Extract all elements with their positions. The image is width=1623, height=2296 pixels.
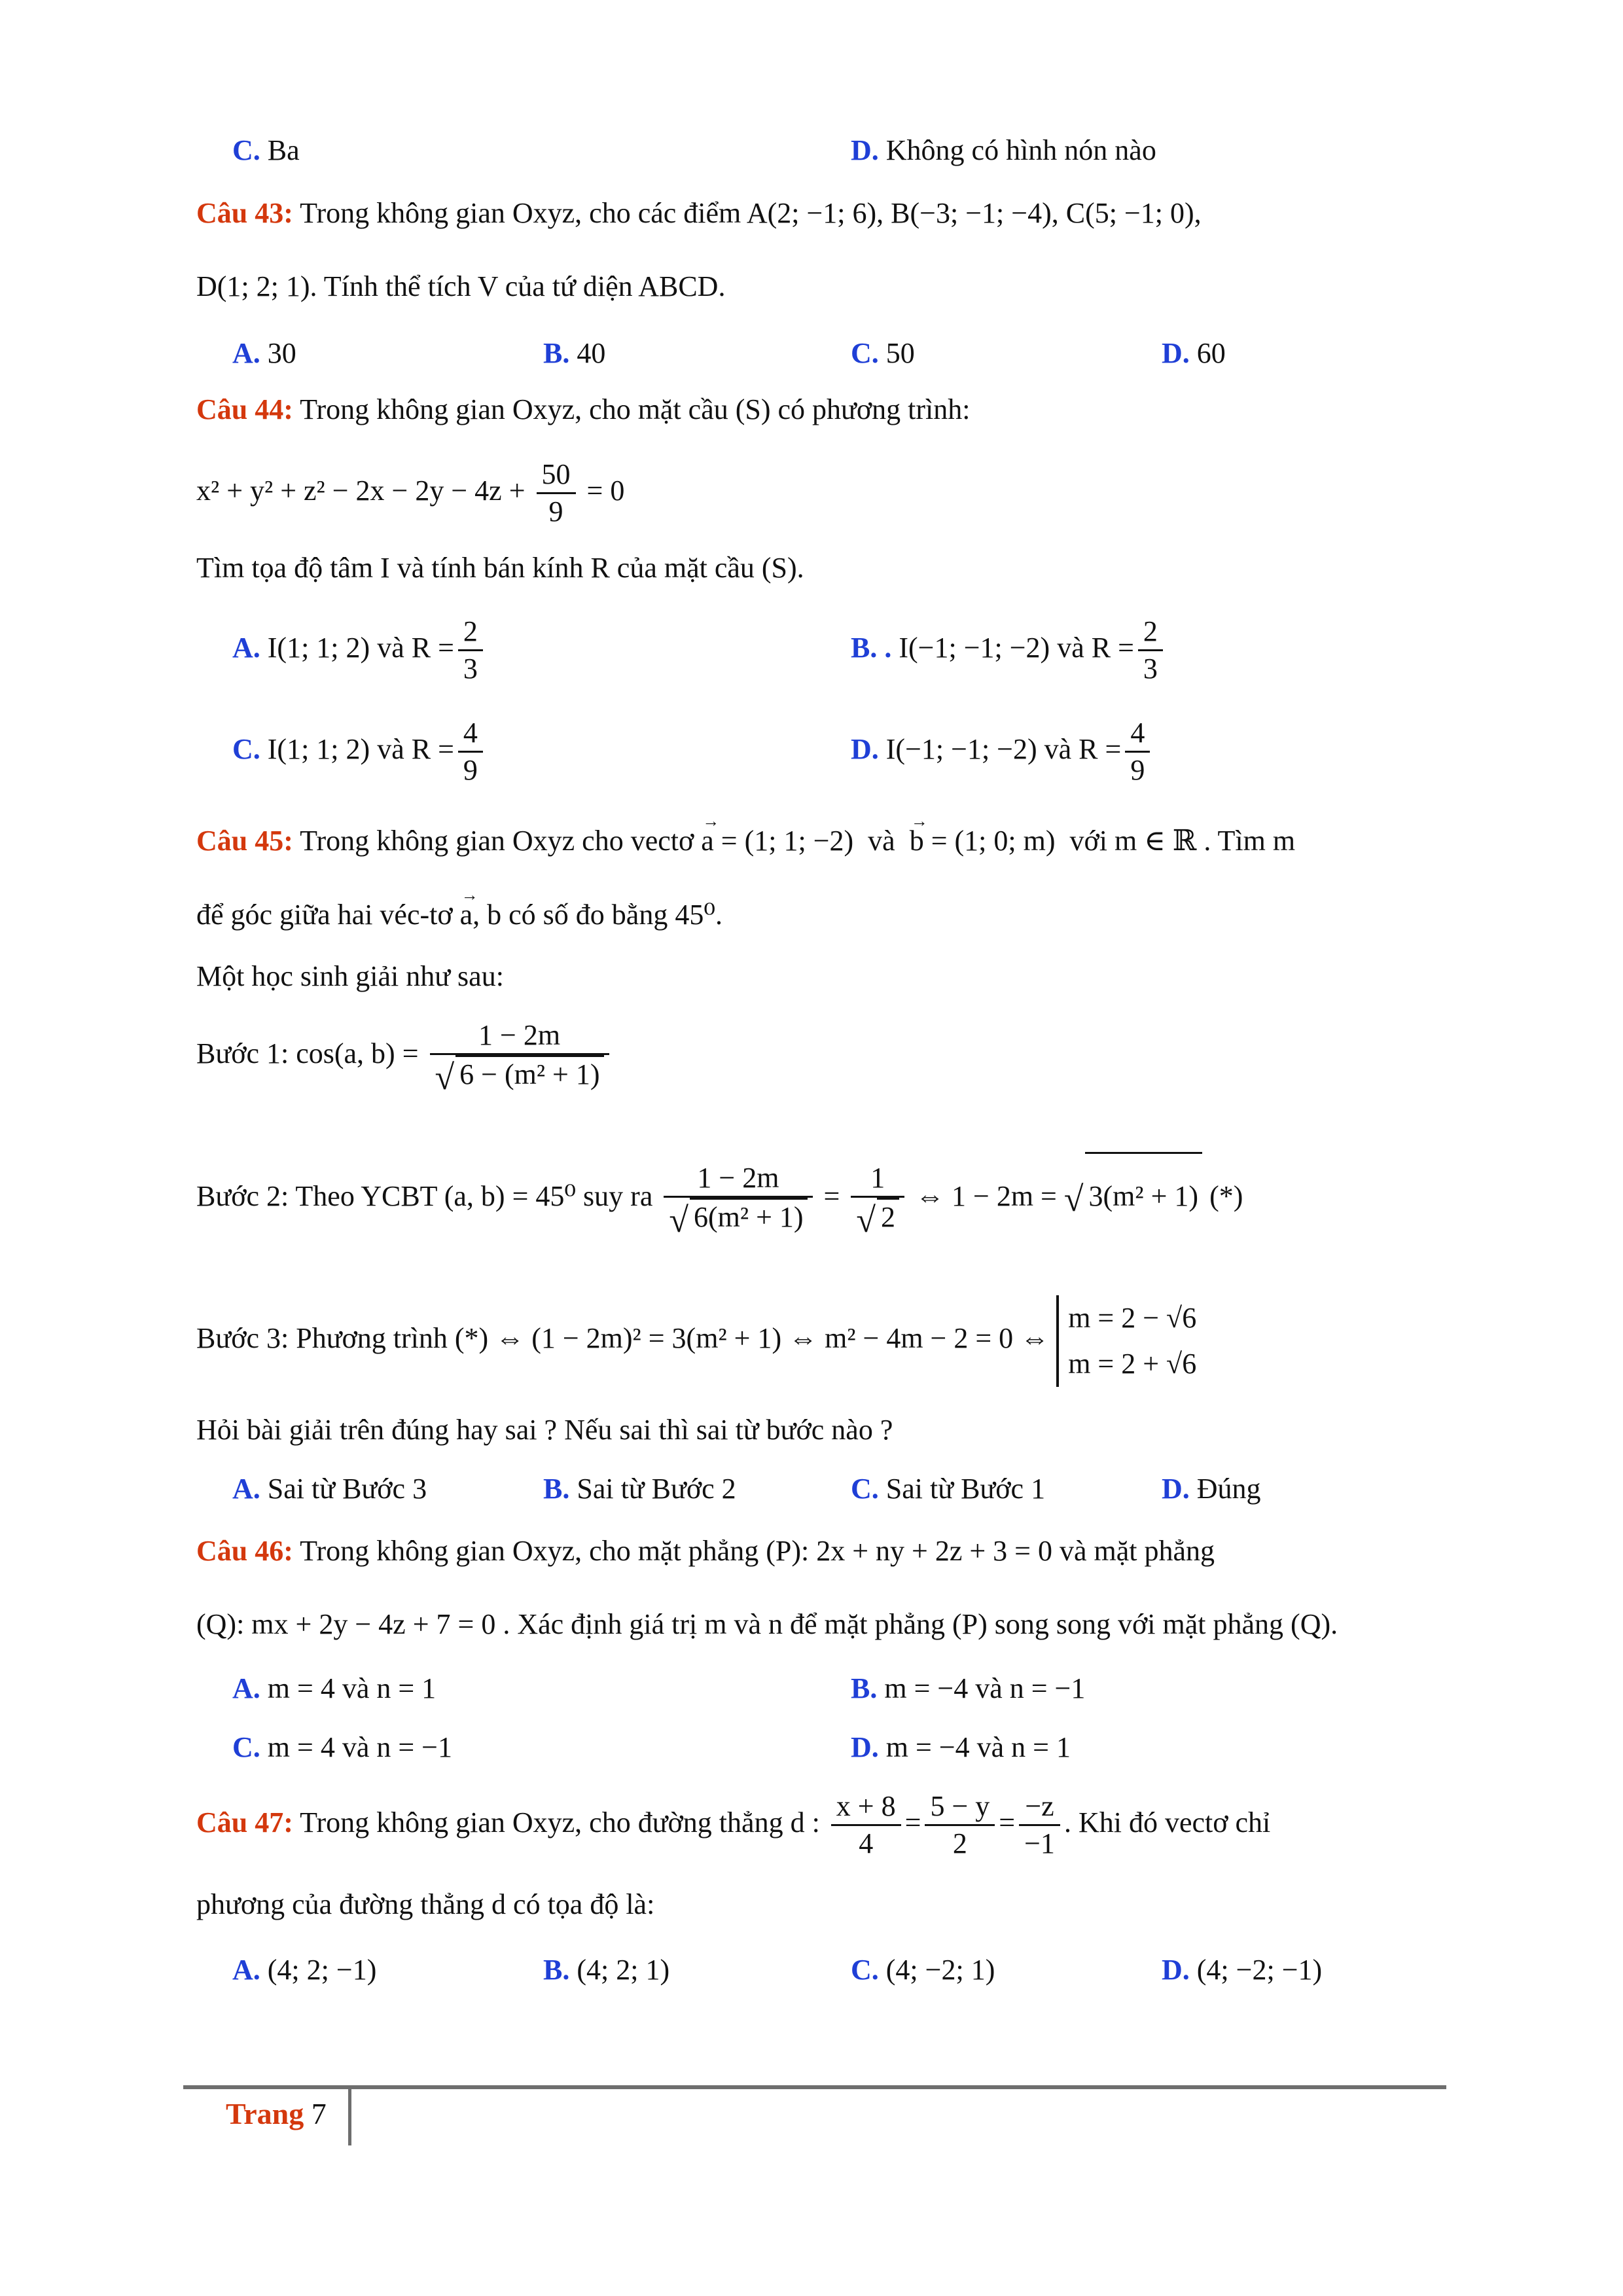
option-text: Ba — [267, 134, 300, 166]
q44-option-a[interactable] — [232, 609, 487, 687]
q43-line1 — [196, 194, 1202, 233]
solution-intro: Một học sinh giải như sau: — [196, 960, 504, 992]
option-label: B. — [543, 337, 570, 369]
option-text: m = 4 và n = 1 — [267, 1672, 437, 1704]
vector-pair: → a, b — [460, 895, 502, 935]
question-text: . Khi đó vectơ chỉ — [1063, 1806, 1271, 1839]
option-label: A. — [232, 632, 260, 664]
solution-2: m = 2 + √6 — [1068, 1347, 1197, 1380]
option-text: m = −4 và n = −1 — [884, 1672, 1086, 1704]
option-label: D. — [851, 1731, 879, 1763]
q46-option-c[interactable] — [232, 1728, 452, 1767]
vector-b: → b — [910, 821, 924, 861]
q45-question — [196, 1410, 893, 1450]
option-text: I(1; 1; 2) và R = — [267, 632, 454, 664]
question-text: (Q): mx + 2y − 4z + 7 = 0 . Xác định giá trị m và n để mặt phẳng (P) song song với mặt phẳng (Q). — [196, 1608, 1338, 1640]
equation-left: x² + y² + z² − 2x − 2y − 4z + — [196, 475, 526, 507]
step1-fraction — [430, 1018, 609, 1095]
option-label: D. — [1162, 1473, 1190, 1505]
page-footer — [226, 2094, 327, 2134]
question-text: D(1; 2; 1). Tính thể tích V của tứ diện ABCD. — [196, 270, 726, 302]
solution-system — [1056, 1295, 1196, 1387]
step-angle: (a, b) = 45⁰ — [444, 1180, 577, 1212]
option-label: A. — [232, 1954, 260, 1986]
option-label: C. — [851, 1473, 879, 1505]
q45-option-a[interactable] — [232, 1469, 427, 1509]
vector-a-value: = (1; 1; −2) — [721, 825, 854, 857]
option-text: m = −4 và n = 1 — [885, 1731, 1071, 1763]
option-label: A. — [232, 337, 260, 369]
question-text: phương của đường thẳng d có tọa độ là: — [196, 1888, 655, 1920]
q46-option-a[interactable] — [232, 1669, 436, 1708]
question-text: Trong không gian Oxyz, cho mặt phẳng (P): 2x + ny + 2z + 3 = 0 và mặt phẳng — [300, 1535, 1215, 1567]
star-mark: (*) — [1209, 1180, 1243, 1212]
step-expression: cos(a, b) = — [296, 1037, 419, 1069]
q43-option-d[interactable] — [1162, 334, 1226, 373]
option-text: m = 4 và n = −1 — [267, 1731, 452, 1763]
fraction-denominator — [664, 1198, 812, 1238]
fraction-numerator: 5 − y — [925, 1789, 995, 1826]
question-number: Câu 44: — [196, 393, 293, 425]
fraction-numerator: 2 — [1138, 614, 1163, 651]
option-label: C. — [232, 1731, 260, 1763]
q45-line2 — [196, 895, 722, 935]
option-label: C. — [232, 733, 260, 765]
q44-option-d[interactable] — [851, 710, 1154, 789]
fraction-denominator — [430, 1055, 609, 1095]
q44-line3 — [196, 548, 804, 588]
option-text: (4; −2; −1) — [1196, 1954, 1323, 1986]
option-text: 40 — [577, 337, 606, 369]
option-label: A. — [232, 1473, 260, 1505]
sqrt-icon: √ — [856, 1200, 876, 1240]
option-fraction — [1125, 715, 1150, 788]
fraction-denominator: 3 — [463, 653, 478, 685]
fraction-denominator: 3 — [1143, 653, 1158, 685]
line-fraction-1 — [831, 1789, 901, 1861]
option-label: C. — [232, 134, 260, 166]
fraction-numerator: 2 — [458, 614, 483, 651]
vector-a: → a — [701, 821, 714, 861]
fraction-denominator: 9 — [463, 754, 478, 787]
line-fraction-2 — [925, 1789, 995, 1861]
fraction-numerator: 50 — [537, 457, 576, 494]
q44-line1 — [196, 390, 970, 429]
step2-fraction — [664, 1160, 812, 1238]
step-expression: (*) ⇔ (1 − 2m)² = 3(m² + 1) ⇔ m² − 4m − 2 = 0 ⇔ — [454, 1322, 1050, 1354]
option-text: Sai từ Bước 2 — [577, 1473, 736, 1505]
question-text: với m ∈ ℝ . Tìm m — [1069, 825, 1296, 857]
q46-line1 — [196, 1532, 1215, 1571]
q45-step1 — [196, 1011, 613, 1096]
option-fraction — [1138, 614, 1163, 687]
fraction-denominator: 9 — [548, 495, 563, 528]
option-label: B. — [851, 1672, 878, 1704]
footer-vertical-divider — [348, 2089, 351, 2145]
option-label: C. — [851, 1954, 879, 1986]
question-text: Hỏi bài giải trên đúng hay sai ? Nếu sai thì sai từ bước nào ? — [196, 1414, 893, 1446]
q45-option-d[interactable] — [1162, 1469, 1261, 1509]
page-number: 7 — [311, 2097, 327, 2130]
question-text: Trong không gian Oxyz, cho mặt cầu (S) có phương trình: — [300, 393, 971, 425]
fraction-denominator: 2 — [952, 1827, 967, 1860]
option-text: Đúng — [1196, 1473, 1261, 1505]
fraction-numerator: 1 − 2m — [664, 1160, 812, 1198]
question-number: Câu 47: — [196, 1806, 293, 1839]
question-text: Trong không gian Oxyz, cho đường thẳng d : — [300, 1806, 820, 1839]
solution-1: m = 2 − √6 — [1068, 1301, 1197, 1334]
option-label: B. — [543, 1954, 570, 1986]
option-text: (4; 2; −1) — [267, 1954, 377, 1986]
radicand: 6(m² + 1) — [690, 1198, 808, 1235]
question-number: Câu 45: — [196, 825, 293, 857]
q47-option-a[interactable] — [232, 1950, 376, 1990]
radicand: 3(m² + 1) — [1085, 1152, 1203, 1239]
equation-fraction — [537, 457, 576, 529]
fraction-denominator: −1 — [1024, 1827, 1055, 1860]
footer-divider — [183, 2085, 1446, 2089]
q47-option-b[interactable] — [543, 1950, 669, 1990]
q46-option-d[interactable] — [851, 1728, 1071, 1767]
option-text: 50 — [885, 337, 915, 369]
option-text: Sai từ Bước 3 — [267, 1473, 427, 1505]
q44-option-b[interactable] — [851, 609, 1167, 687]
question-text: Tìm tọa độ tâm I và tính bán kính R của mặt cầu (S). — [196, 552, 804, 584]
fraction-denominator — [851, 1198, 904, 1238]
fraction-numerator: x + 8 — [831, 1789, 901, 1826]
question-text: Trong không gian Oxyz, cho các điểm A(2; −1; 6), B(−3; −1; −4), C(5; −1; 0), — [300, 197, 1202, 229]
step2-fraction-2 — [851, 1160, 904, 1238]
q45-option-c[interactable] — [851, 1469, 1045, 1509]
option-text: I(−1; −1; −2) và R = — [885, 733, 1122, 765]
q44-option-c[interactable] — [232, 710, 487, 789]
option-text: (4; 2; 1) — [577, 1954, 670, 1986]
step-expression: ⇔ 1 − 2m = — [916, 1180, 1057, 1212]
option-label: D. — [1162, 1954, 1190, 1986]
q43-option-b[interactable] — [543, 334, 605, 373]
line-fraction-3 — [1019, 1789, 1060, 1861]
step-label: Bước 2: Theo YCBT — [196, 1180, 437, 1212]
fraction-denominator: 9 — [1130, 754, 1145, 787]
radicand: 6 − (m² + 1) — [455, 1055, 603, 1092]
equals: = — [823, 1180, 840, 1212]
q46-line2 — [196, 1605, 1338, 1644]
option-label: A. — [232, 1672, 260, 1704]
option-label: D. — [1162, 337, 1190, 369]
option-text: 60 — [1196, 337, 1226, 369]
q46-option-b[interactable] — [851, 1669, 1085, 1708]
q45-option-b[interactable] — [543, 1469, 736, 1509]
q47-line1: Câu 47: Trong không gian Oxyz, cho đường thẳng d : $\frac{x + 8}{4}$ = $\frac{5 - y}{2}$ = $\frac{-z}{-1}$ . Khi đó vectơ chỉ — [196, 1784, 1270, 1862]
fraction-numerator: −z — [1019, 1789, 1060, 1826]
option-label: B. . — [851, 632, 892, 664]
question-text: Trong không gian Oxyz cho vectơ — [300, 825, 694, 857]
question-number: Câu 43: — [196, 197, 293, 229]
option-fraction — [458, 715, 483, 788]
option-text: Không có hình nón nào — [885, 134, 1156, 166]
option-text: Sai từ Bước 1 — [885, 1473, 1046, 1505]
option-label: D. — [851, 134, 879, 166]
step-label: Bước 3: Phương trình — [196, 1322, 448, 1354]
vector-b-value: = (1; 0; m) — [931, 825, 1056, 857]
equation-right: = 0 — [586, 475, 625, 507]
q43-line2 — [196, 267, 725, 306]
step-text: suy ra — [583, 1180, 653, 1212]
prev-option-c — [232, 131, 300, 170]
fraction-denominator: 4 — [859, 1827, 874, 1860]
option-label: D. — [851, 733, 879, 765]
option-text: I(−1; −1; −2) và R = — [899, 632, 1134, 664]
fraction-numerator: 4 — [458, 715, 483, 753]
option-text: 30 — [267, 337, 296, 369]
sqrt-icon: √ — [435, 1057, 455, 1097]
fraction-numerator: 1 — [851, 1160, 904, 1198]
question-text: có số đo bằng 45⁰. — [508, 899, 722, 931]
fraction-numerator: 4 — [1125, 715, 1150, 753]
q45-step2 — [196, 1152, 1243, 1242]
radicand: 2 — [877, 1198, 899, 1235]
option-text: I(1; 1; 2) và R = — [267, 733, 454, 765]
question-number: Câu 46: — [196, 1535, 293, 1567]
sqrt-icon: √ — [669, 1200, 688, 1240]
q45-line1 — [196, 821, 1295, 861]
q44-equation — [196, 452, 624, 530]
option-label: C. — [851, 337, 879, 369]
sqrt-icon: √ — [1063, 1179, 1084, 1219]
q47-option-d[interactable] — [1162, 1950, 1322, 1990]
step-label: Bước 1: — [196, 1037, 289, 1069]
q47-option-c[interactable] — [851, 1950, 995, 1990]
prev-option-d — [851, 131, 1156, 170]
q45-intro — [196, 957, 504, 996]
option-text: (4; −2; 1) — [885, 1954, 995, 1986]
q43-option-c[interactable] — [851, 334, 915, 373]
q45-step3 — [196, 1293, 1196, 1387]
fraction-numerator: 1 − 2m — [430, 1018, 609, 1055]
option-label: B. — [543, 1473, 570, 1505]
question-text: để góc giữa hai véc-tơ — [196, 899, 453, 931]
page-label: Trang — [226, 2097, 304, 2130]
option-fraction — [458, 614, 483, 687]
conjunction: và — [868, 825, 895, 857]
q43-option-a[interactable] — [232, 334, 296, 373]
q47-line2 — [196, 1885, 654, 1924]
